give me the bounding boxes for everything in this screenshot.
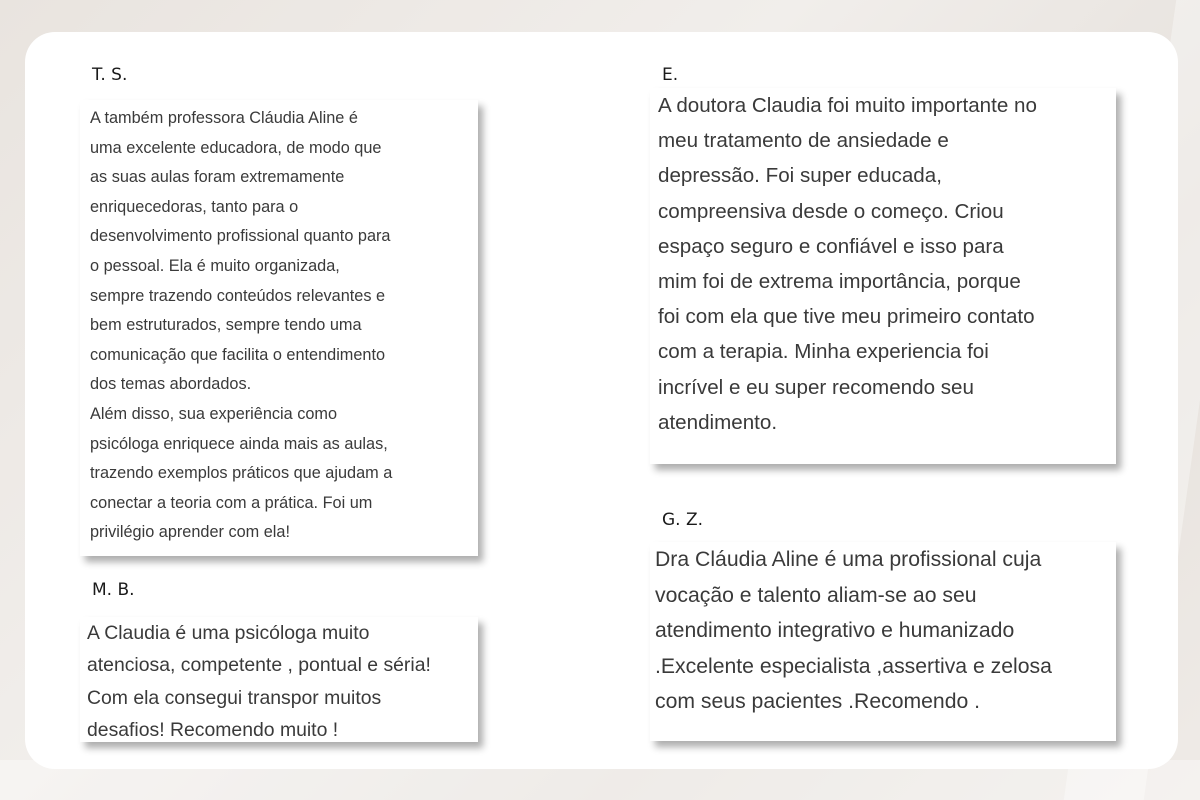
testimonial-author: T. S. (92, 65, 128, 85)
testimonial-card (80, 617, 478, 742)
testimonial-card (650, 88, 1116, 464)
testimonial-text: Dra Cláudia Aline é uma profissional cuja vocação e talento aliam-se ao seu atendimento integrativo e humanizado .Excelente especialista ,assertiva e zelosa com seus pacientes .Recomendo . (655, 548, 1052, 713)
testimonial-text: A também professora Cláudia Aline é uma excelente educadora, de modo que as suas aulas foram extremamente enriquecedoras, tanto para o desenvolvimento profissional quanto para o pessoal. Ela é muito organizada, sempre trazendo conteúdos relevantes e bem estruturados, sempre tendo uma comunicação que facilita o entendimento dos temas abordados. Além disso, sua experiência como psicóloga enriquece ainda mais as aulas, trazendo exemplos práticos que ajudam a conectar a teoria com a prática. Foi um privilégio aprender com ela! (90, 109, 393, 542)
testimonial-card (650, 542, 1116, 741)
testimonial-card (80, 100, 478, 556)
testimonial-author: M. B. (92, 580, 135, 600)
testimonial-author: G. Z. (662, 510, 704, 530)
testimonial-text: A Claudia é uma psicóloga muito atenciosa, competente , pontual e séria! Com ela consegui transpor muitos desafios! Recomendo muito ! (87, 622, 431, 741)
testimonial-author: E. (662, 65, 679, 85)
testimonial-text: A doutora Claudia foi muito importante no meu tratamento de ansiedade e depressão. Foi super educada, compreensiva desde o começo. Criou espaço seguro e confiável e isso para mim foi de extrema importância, porque foi com ela que tive meu primeiro contato com a terapia. Minha experiencia foi incrível e eu super recomendo seu atendimento. (658, 94, 1037, 434)
